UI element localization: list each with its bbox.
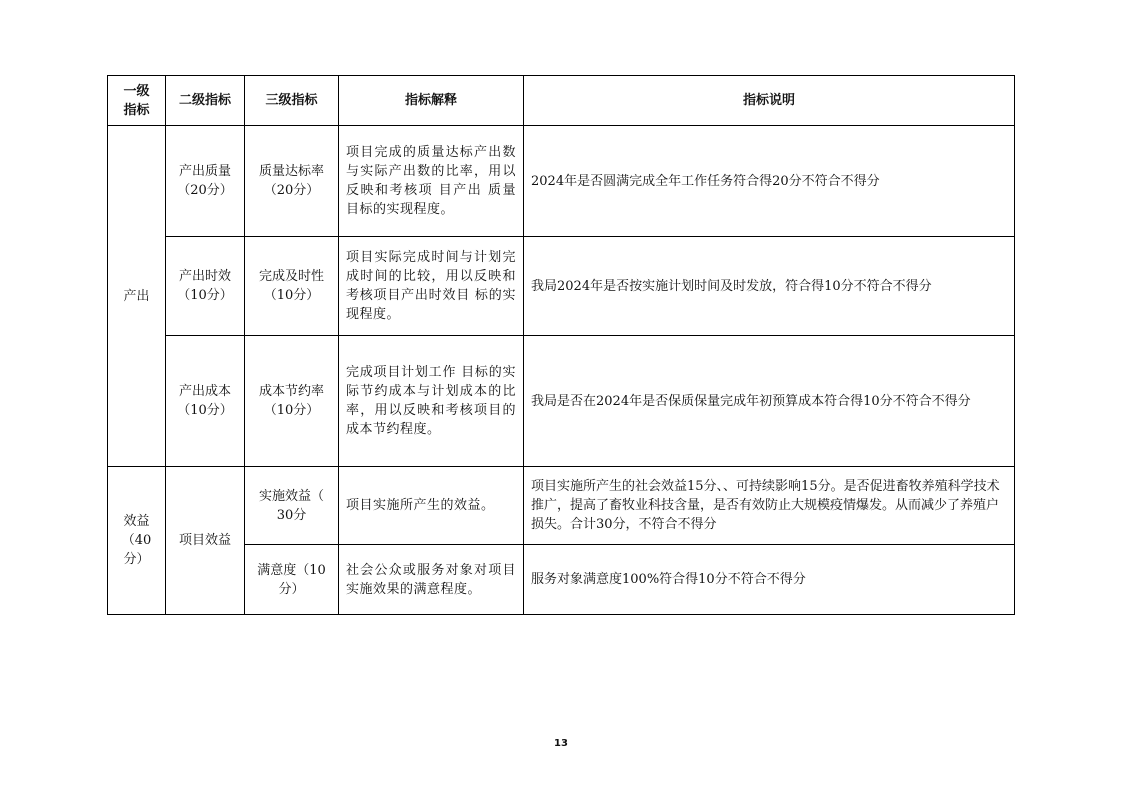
table-row xyxy=(108,237,1015,336)
header-note: 指标说明 xyxy=(524,76,1015,126)
header-level2: 二级指标 xyxy=(166,76,245,126)
level2-cell: 项目效益 xyxy=(166,467,245,615)
note-cell: 2024年是否圆满完成全年工作任务符合得20分不符合不得分 xyxy=(524,126,1015,237)
table-row xyxy=(108,336,1015,467)
explain-cell: 项目完成的质量达标产出数与实际产出数的比率，用以反映和考核项 目产出 质量目标的实现程度。 xyxy=(339,126,524,237)
explain-cell: 社会公众或服务对象对项目实施效果的满意程度。 xyxy=(339,545,524,615)
level1-output: 产出 xyxy=(108,126,166,467)
explain-cell: 项目实际完成时间与计划完成时间的比较，用以反映和考核项目产出时效目 标的实现程度。 xyxy=(339,237,524,336)
level3-cell: 实施效益（ 30分 xyxy=(245,467,339,545)
header-level3: 三级指标 xyxy=(245,76,339,126)
level3-cell: 满意度（10 分） xyxy=(245,545,339,615)
note-cell: 服务对象满意度100%符合得10分不符合不得分 xyxy=(524,545,1015,615)
level1-benefit: 效益 （40 分） xyxy=(108,467,166,615)
note-cell: 项目实施所产生的社会效益15分、、可持续影响15分。是否促进畜牧养殖科学技术推广，提高了畜牧业科技含量，是否有效防止大规模疫情爆发。从而减少了养殖户损失。合计30分，不符合不得分 xyxy=(524,467,1015,545)
performance-indicator-table xyxy=(107,75,1015,615)
level3-cell: 质量达标率 （20分） xyxy=(245,126,339,237)
level3-cell: 完成及时性 （10分） xyxy=(245,237,339,336)
page-number: 13 xyxy=(554,738,568,749)
note-cell: 我局2024年是否按实施计划时间及时发放，符合得10分不符合不得分 xyxy=(524,237,1015,336)
table-header-row xyxy=(108,76,1015,126)
header-level1: 一级 指标 xyxy=(108,76,166,126)
table-row xyxy=(108,467,1015,545)
level2-cell: 产出成本 （10分） xyxy=(166,336,245,467)
header-explain: 指标解释 xyxy=(339,76,524,126)
level3-cell: 成本节约率 （10分） xyxy=(245,336,339,467)
explain-cell: 项目实施所产生的效益。 xyxy=(339,467,524,545)
note-cell: 我局是否在2024年是否保质保量完成年初预算成本符合得10分不符合不得分 xyxy=(524,336,1015,467)
table-row xyxy=(108,545,1015,615)
level2-cell: 产出时效 （10分） xyxy=(166,237,245,336)
level2-cell: 产出质量 （20分） xyxy=(166,126,245,237)
table-row xyxy=(108,126,1015,237)
explain-cell: 完成项目计划工作 目标的实际节约成本与计划成本的比率，用以反映和考核项目的成本节约程度。 xyxy=(339,336,524,467)
